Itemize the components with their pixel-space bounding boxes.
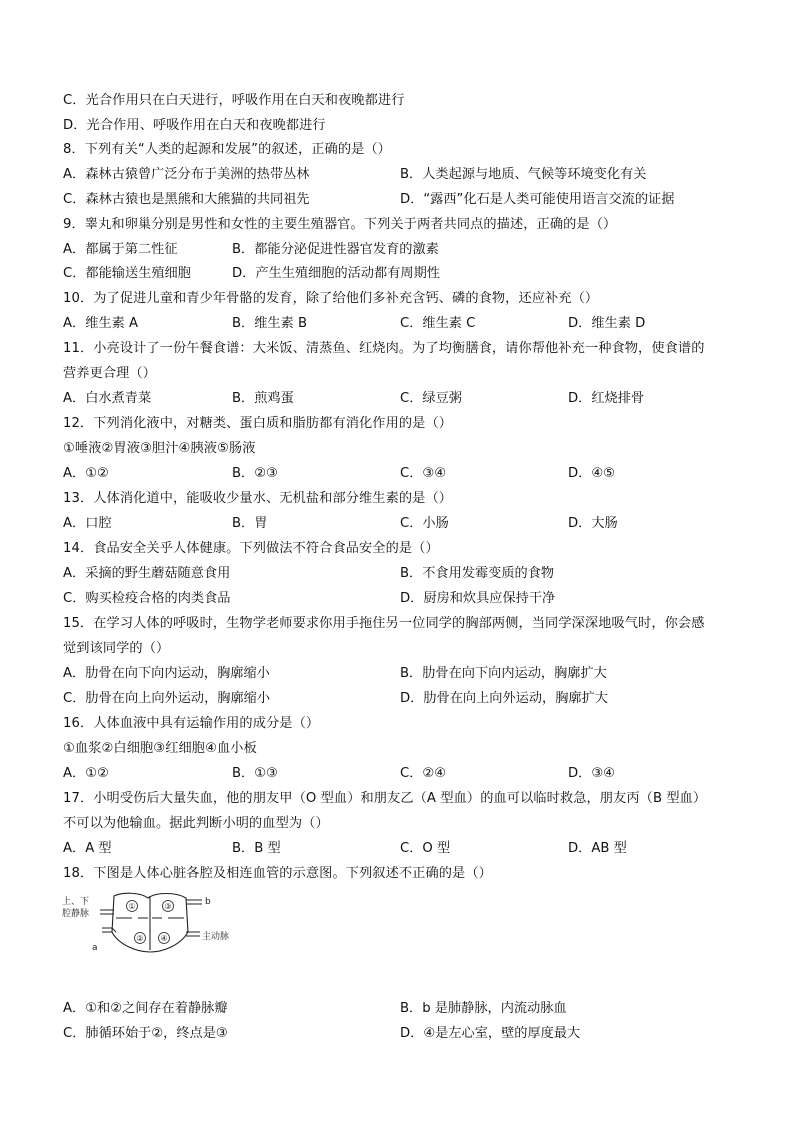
vessel-b-label: b [205,897,211,907]
q16-list: ①血浆②白细胞③红细胞④血小板 [63,741,257,756]
q17-stem-line2: 不可以为他输血。据此判断小明的血型为（） [63,816,329,831]
q16-option-d: D．③④ [568,766,615,781]
q15-option-c: C．肋骨在向上向外运动，胸廓缩小 [63,691,271,706]
q16-option-b: B．①③ [232,766,278,781]
q8-option-b: B．人类起源与地质、气候等环境变化有关 [400,167,647,182]
q18-option-d: D．④是左心室，壁的厚度最大 [400,1026,581,1041]
q11-stem-line2: 营养更合理（） [63,366,157,381]
chamber-1-label: ① [128,902,136,911]
q11-option-a: A．白水煮青菜 [63,391,152,406]
q18-stem: 18．下图是人体心脏各腔及相连血管的示意图。下列叙述不正确的是（） [63,866,492,881]
q13-option-a: A．口腔 [63,516,112,531]
q9-option-c: C．都能输送生殖细胞 [63,266,191,281]
q8-option-a: A．森林古猿曾广泛分布于美洲的热带丛林 [63,167,310,182]
q9-option-b: B．都能分泌促进性器官发育的激素 [232,242,439,257]
q16-stem: 16．人体血液中具有运输作用的成分是（） [63,716,320,731]
q17-option-c: C．O 型 [400,841,451,856]
q8-stem: 8．下列有关“人类的起源和发展”的叙述，正确的是（） [63,142,391,157]
vena-cava-label-line2: 腔静脉 [62,909,90,919]
q12-option-b: B．②③ [232,466,278,481]
q15-stem-line1: 15．在学习人体的呼吸时，生物学老师要求你用手拖住另一位同学的胸部两侧，当同学深深地吸气时，你会感 [63,616,705,631]
q9-option-d: D．产生生殖细胞的活动都有周期性 [232,266,440,281]
chamber-3-label: ③ [164,902,172,911]
q8-option-d: D．“露西”化石是人类可能使用语言交流的证据 [400,192,675,207]
q17-option-d: D．AB 型 [568,841,627,856]
q14-option-b: B．不食用发霉变质的食物 [400,566,555,581]
q11-option-c: C．绿豆粥 [400,391,462,406]
q12-list: ①唾液②胃液③胆汁④胰液⑤肠液 [63,441,256,456]
q14-option-c: C．购买检疫合格的肉类食品 [63,591,231,606]
q14-option-a: A．采摘的野生蘑菇随意食用 [63,566,231,581]
q12-option-c: C．③④ [400,466,447,481]
vessel-a-label: a [92,943,98,953]
q13-option-c: C．小肠 [400,516,449,531]
q10-option-c: C．维生素 C [400,316,476,331]
q13-option-d: D．大肠 [568,516,618,531]
q12-option-d: D．④⑤ [568,466,615,481]
q17-option-a: A．A 型 [63,841,112,856]
q11-option-b: B．煎鸡蛋 [232,391,294,406]
q15-option-a: A．肋骨在向下向内运动，胸廓缩小 [63,666,270,681]
q12-stem: 12．下列消化液中，对糖类、蛋白质和脂肪都有消化作用的是（） [63,416,453,431]
vena-cava-label-line1: 上、下 [62,897,90,907]
q15-option-b: B．肋骨在向下向内运动，胸廓扩大 [400,666,607,681]
q17-stem-line1: 17．小明受伤后大量失血，他的朋友甲（O 型血）和朋友乙（A 型血）的血可以临时救急，朋友丙（B 型血） [63,791,707,806]
q13-option-b: B．胃 [232,516,268,531]
heart-diagram [62,892,242,954]
q13-stem: 13．人体消化道中，能吸收少量水、无机盐和部分维生素的是（） [63,491,453,506]
q9-stem: 9．睾丸和卵巢分别是男性和女性的主要生殖器官。下列关于两者共同点的描述，正确的是（） [63,217,617,232]
vessel-b [186,900,202,904]
q15-stem-line2: 觉到该同学的（） [63,641,170,656]
q7-option-d: D．光合作用、呼吸作用在白天和夜晚都进行 [63,118,326,133]
q18-option-c: C．肺循环始于②，终点是③ [63,1026,228,1041]
aorta-label: 主动脉 [202,932,230,942]
vessel-a [102,928,116,932]
q18-option-a: A．①和②之间存在着静脉瓣 [63,1001,228,1016]
q7-option-c: C．光合作用只在白天进行，呼吸作用在白天和夜晚都进行 [63,93,405,108]
q15-option-d: D．肋骨在向上向外运动，胸廓扩大 [400,691,608,706]
q12-option-a: A．①② [63,466,109,481]
q10-option-a: A．维生素 A [63,316,138,331]
q14-stem: 14．食品安全关乎人体健康。下列做法不符合食品安全的是（） [63,541,439,556]
q18-option-b: B．b 是肺静脉，内流动脉血 [400,1001,567,1016]
q16-option-c: C．②④ [400,766,447,781]
q14-option-d: D．厨房和炊具应保持干净 [400,591,556,606]
chamber-4-label: ④ [160,934,168,943]
q10-option-d: D．维生素 D [568,316,646,331]
q9-option-a: A．都属于第二性征 [63,242,178,257]
q17-option-b: B．B 型 [232,841,281,856]
q16-option-a: A．①② [63,766,109,781]
q10-option-b: B．维生素 B [232,316,308,331]
chamber-2-label: ② [136,934,144,943]
q10-stem: 10．为了促进儿童和青少年骨骼的发育，除了给他们多补充含钙、磷的食物，还应补充（） [63,291,599,306]
vena-cava-vessel [100,910,114,914]
q11-stem-line1: 11．小亮设计了一份午餐食谱：大米饭、清蒸鱼、红烧肉。为了均衡膳食，请你帮他补充一种食物，使食谱的 [63,341,705,356]
q11-option-d: D．红烧排骨 [568,391,645,406]
q8-option-c: C．森林古猿也是黑熊和大熊猫的共同祖先 [63,192,310,207]
